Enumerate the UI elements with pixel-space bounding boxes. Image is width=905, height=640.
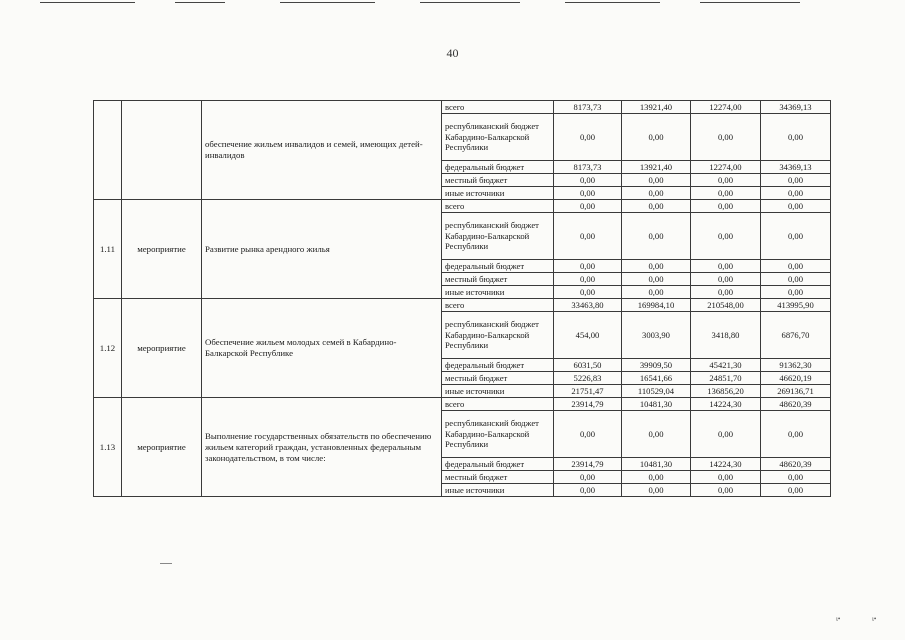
corner-mark: ι• [872, 615, 877, 623]
activity-type: мероприятие [122, 299, 202, 398]
amount-cell: 454,00 [554, 312, 622, 359]
amount-cell: 6031,50 [554, 359, 622, 372]
funding-source: всего [442, 398, 554, 411]
amount-cell: 0,00 [761, 200, 831, 213]
funding-source: федеральный бюджет [442, 161, 554, 174]
funding-source: республиканский бюджет Кабардино-Балкарской Республики [442, 213, 554, 260]
activity-name: Обеспечение жильем молодых семей в Кабардино-Балкарской Республике [202, 299, 442, 398]
amount-cell: 46620,19 [761, 372, 831, 385]
amount-cell: 0,00 [761, 484, 831, 497]
table-row [94, 299, 831, 312]
amount-cell: 0,00 [691, 200, 761, 213]
funding-source: иные источники [442, 385, 554, 398]
amount-cell: 5226,83 [554, 372, 622, 385]
amount-cell: 0,00 [554, 286, 622, 299]
funding-source: всего [442, 299, 554, 312]
funding-source: иные источники [442, 286, 554, 299]
amount-cell: 0,00 [691, 260, 761, 273]
activity-code [94, 101, 122, 200]
amount-cell: 23914,79 [554, 458, 622, 471]
amount-cell: 0,00 [691, 286, 761, 299]
amount-cell: 21751,47 [554, 385, 622, 398]
amount-cell: 48620,39 [761, 398, 831, 411]
amount-cell: 0,00 [554, 260, 622, 273]
amount-cell: 0,00 [761, 286, 831, 299]
activity-name: обеспечение жильем инвалидов и семей, имеющих детей-инвалидов [202, 101, 442, 200]
amount-cell: 13921,40 [622, 101, 691, 114]
funding-source: местный бюджет [442, 174, 554, 187]
funding-source: республиканский бюджет Кабардино-Балкарской Республики [442, 114, 554, 161]
amount-cell: 12274,00 [691, 161, 761, 174]
amount-cell: 0,00 [622, 411, 691, 458]
scan-speck [160, 563, 172, 564]
amount-cell: 0,00 [622, 213, 691, 260]
amount-cell: 24851,70 [691, 372, 761, 385]
amount-cell: 0,00 [554, 174, 622, 187]
activity-name: Развитие рынка арендного жилья [202, 200, 442, 299]
funding-source: федеральный бюджет [442, 359, 554, 372]
amount-cell: 39909,50 [622, 359, 691, 372]
page-number: 40 [446, 46, 459, 60]
amount-cell: 0,00 [691, 187, 761, 200]
amount-cell: 0,00 [622, 200, 691, 213]
activity-code: 1.12 [94, 299, 122, 398]
amount-cell: 0,00 [554, 471, 622, 484]
activity-type: мероприятие [122, 200, 202, 299]
amount-cell: 0,00 [761, 260, 831, 273]
amount-cell: 0,00 [554, 114, 622, 161]
activity-code: 1.11 [94, 200, 122, 299]
activity-name: Выполнение государственных обязательств по обеспечению жильем категорий граждан, установленных федеральным законодательством, в том числе: [202, 398, 442, 497]
amount-cell: 0,00 [761, 411, 831, 458]
amount-cell: 0,00 [622, 471, 691, 484]
funding-source: республиканский бюджет Кабардино-Балкарской Республики [442, 411, 554, 458]
amount-cell: 0,00 [622, 174, 691, 187]
amount-cell: 8173,73 [554, 101, 622, 114]
amount-cell: 33463,80 [554, 299, 622, 312]
amount-cell: 0,00 [691, 471, 761, 484]
corner-mark: ι• [836, 615, 841, 623]
funding-source: федеральный бюджет [442, 260, 554, 273]
table-row [94, 200, 831, 213]
amount-cell: 210548,00 [691, 299, 761, 312]
amount-cell: 0,00 [691, 213, 761, 260]
amount-cell: 48620,39 [761, 458, 831, 471]
amount-cell: 0,00 [691, 411, 761, 458]
amount-cell: 10481,30 [622, 398, 691, 411]
amount-cell: 45421,30 [691, 359, 761, 372]
funding-source: иные источники [442, 187, 554, 200]
amount-cell: 0,00 [761, 174, 831, 187]
amount-cell: 0,00 [554, 411, 622, 458]
amount-cell: 0,00 [691, 114, 761, 161]
amount-cell: 0,00 [622, 484, 691, 497]
amount-cell: 16541,66 [622, 372, 691, 385]
amount-cell: 0,00 [622, 260, 691, 273]
amount-cell: 0,00 [761, 187, 831, 200]
amount-cell: 91362,30 [761, 359, 831, 372]
amount-cell: 0,00 [622, 273, 691, 286]
amount-cell: 0,00 [761, 273, 831, 286]
amount-cell: 0,00 [622, 114, 691, 161]
funding-source: местный бюджет [442, 471, 554, 484]
amount-cell: 8173,73 [554, 161, 622, 174]
amount-cell: 0,00 [761, 213, 831, 260]
amount-cell: 0,00 [554, 484, 622, 497]
amount-cell: 23914,79 [554, 398, 622, 411]
funding-source: всего [442, 200, 554, 213]
amount-cell: 6876,70 [761, 312, 831, 359]
table-row [94, 398, 831, 411]
amount-cell: 0,00 [691, 174, 761, 187]
amount-cell: 169984,10 [622, 299, 691, 312]
amount-cell: 110529,04 [622, 385, 691, 398]
amount-cell: 136856,20 [691, 385, 761, 398]
activity-type: мероприятие [122, 398, 202, 497]
amount-cell: 0,00 [554, 273, 622, 286]
funding-source: иные источники [442, 484, 554, 497]
table-row [94, 101, 831, 114]
amount-cell: 34369,13 [761, 161, 831, 174]
amount-cell: 0,00 [691, 484, 761, 497]
funding-source: всего [442, 101, 554, 114]
amount-cell: 269136,71 [761, 385, 831, 398]
funding-source: республиканский бюджет Кабардино-Балкарской Республики [442, 312, 554, 359]
funding-source: федеральный бюджет [442, 458, 554, 471]
amount-cell: 14224,30 [691, 458, 761, 471]
amount-cell: 0,00 [554, 213, 622, 260]
amount-cell: 3003,90 [622, 312, 691, 359]
amount-cell: 0,00 [691, 273, 761, 286]
amount-cell: 13921,40 [622, 161, 691, 174]
amount-cell: 413995,90 [761, 299, 831, 312]
amount-cell: 0,00 [622, 187, 691, 200]
amount-cell: 3418,80 [691, 312, 761, 359]
amount-cell: 0,00 [554, 187, 622, 200]
amount-cell: 10481,30 [622, 458, 691, 471]
activity-type [122, 101, 202, 200]
amount-cell: 0,00 [761, 471, 831, 484]
amount-cell: 0,00 [554, 200, 622, 213]
amount-cell: 12274,00 [691, 101, 761, 114]
amount-cell: 14224,30 [691, 398, 761, 411]
funding-source: местный бюджет [442, 273, 554, 286]
amount-cell: 0,00 [622, 286, 691, 299]
activity-code: 1.13 [94, 398, 122, 497]
amount-cell: 0,00 [761, 114, 831, 161]
amount-cell: 34369,13 [761, 101, 831, 114]
budget-table [93, 100, 831, 497]
scan-top-edge-marks [0, 2, 905, 8]
funding-source: местный бюджет [442, 372, 554, 385]
